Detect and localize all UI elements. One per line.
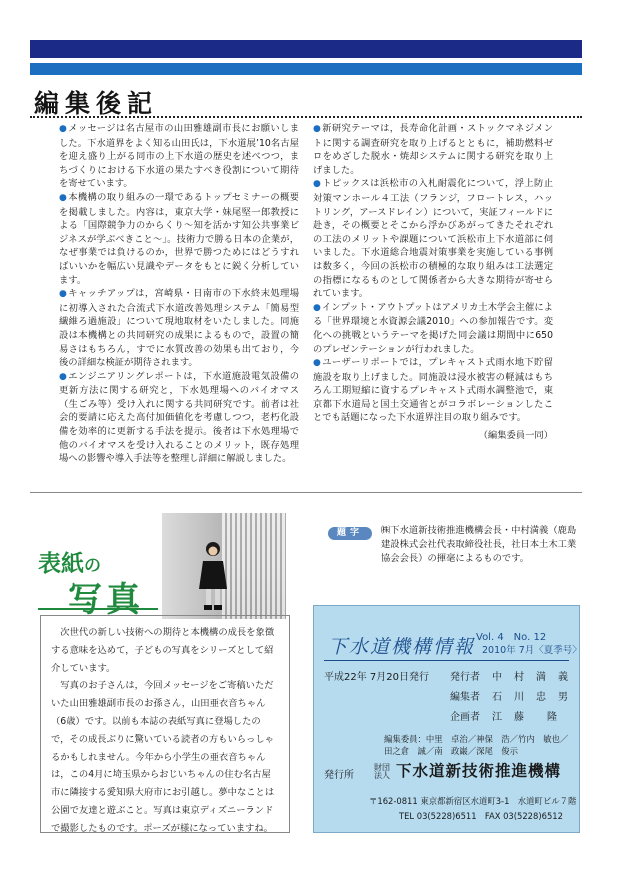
editorial-paragraph: ●インプット・アウトプットはアメリカ土木学会主催による「世界環境と水資源会議2010」への参加報告です。変化への挑戦というテーマを掲げた同会議は期間中に650のプレゼンテーションが行われました。 xyxy=(313,301,553,355)
issue-line: 平成22年 7月20日発行 xyxy=(324,672,429,683)
publisher-label: 発行所 xyxy=(324,770,354,781)
cover-paragraph: 次世代の新しい技術への期待と本機構の成長を象徴する意味を込めて，子どもの写真をシリーズとして紹介しています。 xyxy=(51,627,275,674)
cover-photo-description xyxy=(40,615,290,833)
child-figure-icon xyxy=(197,541,229,613)
title-calligraphy-note: ㈱下水道新技術推進機構会長・中村満義（鹿島建設株式会社代表取締役社長，社日本土木工業協会会長）の揮毫によるものです。 xyxy=(381,525,577,564)
header-navy-bar xyxy=(30,40,582,58)
bullet-icon: ● xyxy=(59,289,68,300)
photo-gate xyxy=(222,513,286,619)
editorial-committee: 編集委員：中里 卓治／神保 浩／竹内 敏也／田之倉 誠／南 政巌／深尾 俊示 xyxy=(384,734,569,756)
editorial-signature: （編集委員一同） xyxy=(478,430,553,442)
volume-number: Vol. 4 No. 12 xyxy=(476,632,547,643)
publisher-org-type: 財団法人 xyxy=(374,763,390,780)
publisher-phone: TEL 03(5228)6511 FAX 03(5228)6512 xyxy=(399,811,563,821)
editor-label: 編集者 xyxy=(450,692,480,703)
issue-date: 2010年 7月〈夏季号〉 xyxy=(482,645,582,656)
cover-title-underline xyxy=(38,608,158,610)
editorial-paragraph: ●エンジニアリングレポートは，下水道施設電気設備の更新方法に関する研究と，下水処理場へのバイオマス（生ごみ等）受け入れに関する共同研究です。前者は社会的要請に応えた高付加価値化を考慮しつつ，老朽化設備を効率的に更新する手法を提示。後者は下水処理場で他のバイオマスを受け入れることのメリット，既存処理場への影響や導入手法等を整理し詳細に解説しました。 xyxy=(59,370,299,465)
bullet-icon: ● xyxy=(313,358,322,369)
cover-paragraph: 写真のお子さんは，今回メッセージをご寄稿いただいた山田雅雄副市長のお孫さん，山田亜衣音ちゃん（6歳）です。以前も本誌の表紙写真に登場したので，その成長ぶりに驚いている読者の方もいらっしゃるかもしれません。今年から小学生の亜衣音ちゃんは，この4月に埼玉県からおじいちゃんの住む名古屋市に隣接する愛知県大府市にお引越し。夢中なことは公園で友達と遊ぶこと。写真は東京ディズニーランドで撮影したものです。ポーズが様になっていますね。 xyxy=(51,680,275,834)
bullet-icon: ● xyxy=(313,124,322,134)
editorial-paragraph: ●トピックスは浜松市の入札耐震化について，浮上防止対策マンホール４工法（フランジ，フロートレス，ハットリング，アースドレイン）について，実証フィールドに赴き，その概要とそこから浮かびあがってきたそれぞれの工法のメリットや課題について浜松市上下水道部に伺いました。下水道総合地震対策事業を実施している事例は数多く，今回の浜松市の積極的な取り組みは工法選定の指標になるものとして関係者から大きな期待が寄せられています。 xyxy=(313,178,553,300)
editorial-paragraph: ●ユーザーリポートでは，プレキャスト式雨水地下貯留施設を取り上げました。同施設は浸水被害の軽減はもちろん工期短縮に資するプレキャスト式雨水調整池で，東京都下水道局と国土交通省とがコラボレーションしたことでも話題になった下水道界注目の取り組みです。 xyxy=(313,357,553,424)
header-blue-bar xyxy=(30,63,582,75)
bullet-icon: ● xyxy=(59,124,68,134)
editorial-paragraph: ●本機構の取り組みの一環であるトップセミナーの概要を掲載しました。内容は，東京大学・妹尾堅一郎教授による「国際競争力のからくり～知を活かす知公共事業ビジネスが学ぶべきこと～」。技術力で勝る日本の企業が，なぜ事業では負けるのか，世界で勝つためにはどうすればいいかを幅広い見識やデータをもとに鋭く分析しています。 xyxy=(59,191,299,286)
bullet-icon: ● xyxy=(59,192,68,203)
planner-name: 江 藤 隆 xyxy=(492,712,558,723)
cover-section-title-2: 写真 xyxy=(68,580,144,620)
editorial-paragraph: ●新研究テーマは，長寿命化計画・ストックマネジメントに関する調査研究を取り上げるとともに，補助燃料ゼロをめざした脱水・焼却システムに関する研究を取り上げました。 xyxy=(313,123,553,176)
bullet-icon: ● xyxy=(313,302,321,313)
section-divider xyxy=(30,492,582,493)
issuer-label: 発行者 xyxy=(450,672,480,683)
cover-section-title: 表紙の xyxy=(38,550,101,577)
cover-photo xyxy=(162,513,286,619)
publisher-name: 下水道新技術推進機構 xyxy=(396,762,562,780)
colophon-divider xyxy=(324,660,569,661)
publisher-address: 〒162-0811 東京都新宿区水道町3-1 水道町ビル７階 xyxy=(369,796,577,806)
editorial-paragraph: ●メッセージは名古屋市の山田雅雄副市長にお願いしました。下水道界をよく知る山田氏は，下水道展’10名古屋を迎え盛り上がる同市の上下水道の歴史を述べつつ，まちづくりにおける下水道の果たすべき役割について期待を寄せています。 xyxy=(59,123,299,190)
heading-divider xyxy=(30,116,582,118)
bullet-icon: ● xyxy=(59,371,68,382)
planner-label: 企画者 xyxy=(450,712,480,723)
bullet-icon: ● xyxy=(313,179,322,190)
journal-title: 下水道機構情報 xyxy=(328,636,476,658)
issuer-name: 中 村 満 義 xyxy=(492,672,569,683)
page-title: 編集後記 xyxy=(34,89,159,118)
editorial-right-column xyxy=(313,122,553,443)
colophon-box xyxy=(313,605,580,833)
editor-name: 石 川 忠 男 xyxy=(492,692,569,703)
editorial-left-column xyxy=(59,122,299,466)
title-calligraphy-badge: 題字 xyxy=(328,527,372,540)
editorial-paragraph: ●キャッチアップは，宮崎県・日南市の下水終末処理場に初導入された合流式下水道改善処理システム「簡易型繊維ろ過施設」について現地取材をいたしました。同施設は本機構との共同研究の成果によるもので，設置の簡易さはもちろん，すでに水質改善の効果も出ており，今後の詳細な検証が期待されます。 xyxy=(59,288,299,369)
